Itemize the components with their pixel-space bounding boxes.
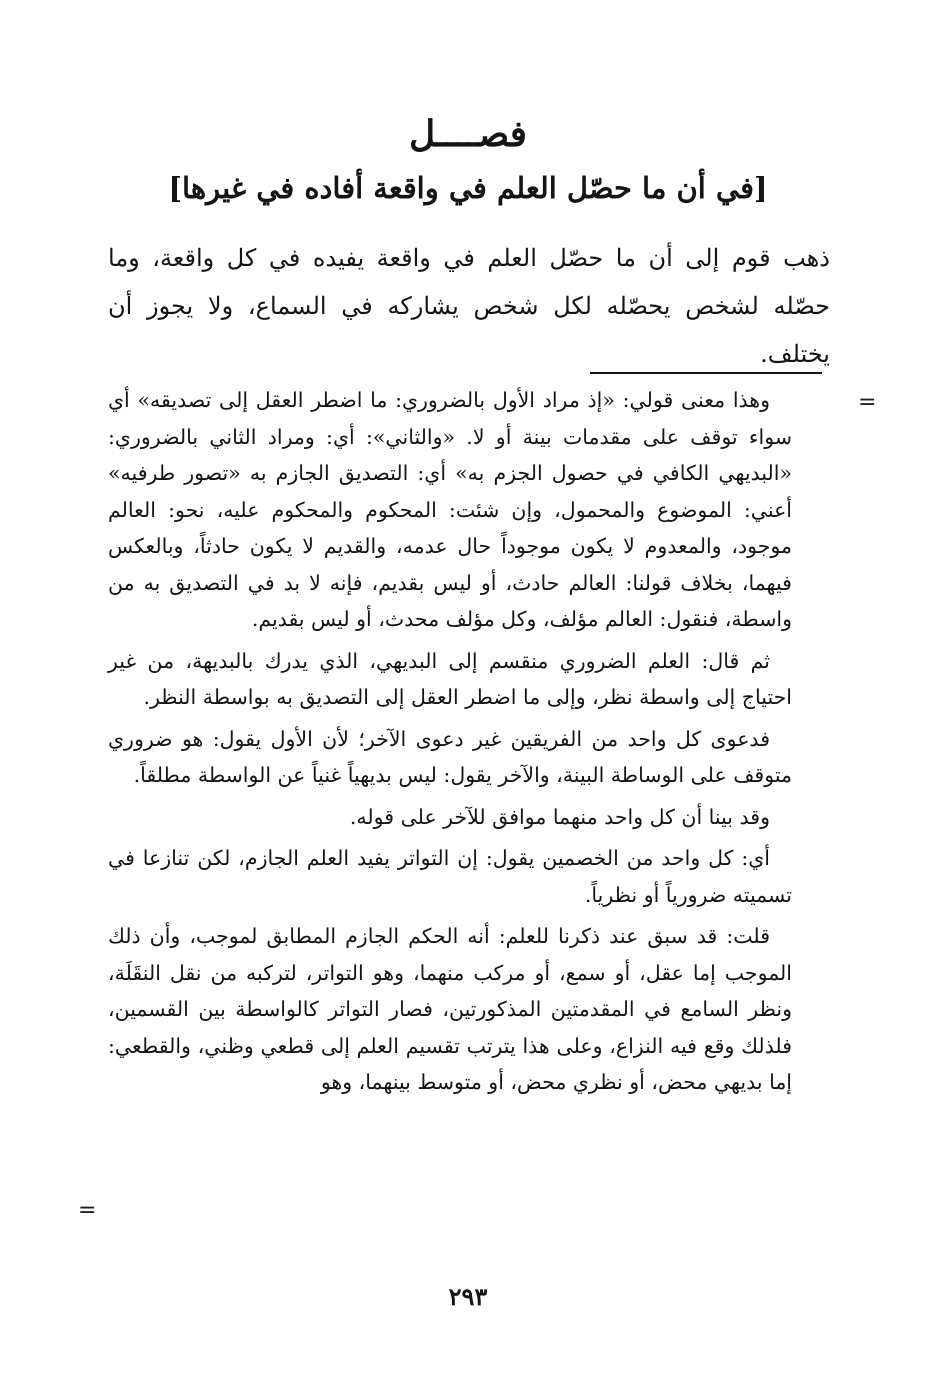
main-text: ذهب قوم إلى أن ما حصّل العلم في واقعة يفيده في كل واقعة، وما حصّله لشخص يحصّله لكل شخص يشاركه في السماع، ولا يجوز أن يختلف.: [108, 244, 830, 368]
commentary-paragraph: فدعوى كل واحد من الفريقين غير دعوى الآخر؛ لأن الأول يقول: هو ضروري متوقف على الوساطة البينة، والآخر يقول: ليس بديهياً غنياً عن الواسطة مطلقاً.: [108, 726, 792, 787]
commentary-paragraph: أي: كل واحد من الخصمين يقول: إن التواتر يفيد العلم الجازم، لكن تنازعا في تسميته ضرورياً أو نظرياً.: [108, 846, 792, 907]
page-number: ٢٩٣: [448, 1282, 488, 1311]
chapter-subtitle: [في أن ما حصّل العلم في واقعة أفاده في غيرها]: [168, 171, 768, 205]
commentary: [108, 382, 792, 1106]
commentary-paragraph: قلت: قد سبق عند ذكرنا للعلم: أنه الحكم الجازم المطابق لموجب، وأن ذلك الموجب إما عقل، أو سمع، أو مركب منهما، وهو التواتر، لتركبه من نقل النقَلَة، ونظر السامع في المقدمتين المذكورتين، فصار التواتر كالواسطة بين القسمين، فلذلك وقع فيه النزاع، وعلى هذا يترتب تقسيم العلم إلى قطعي وظني، والقطعي: إما بديهي محض، أو نظري محض، أو متوسط بينهما، وهو: [108, 924, 792, 1094]
commentary-paragraph: ثم قال: العلم الضروري منقسم إلى البديهي، الذي يدرك بالبديهة، من غير احتياج إلى واسطة نظر، وإلى ما اضطر العقل إلى التصديق به بواسطة النظر.: [108, 648, 792, 709]
continuation-mark-top: =: [858, 390, 877, 415]
chapter-title: فصــــل: [409, 113, 527, 155]
commentary-paragraph: وقد بينا أن كل واحد منهما موافق للآخر على قوله.: [349, 804, 770, 829]
commentary-paragraph: وهذا معنى قولي: «إذ مراد الأول بالضروري: ما اضطر العقل إلى تصديقه» أي سواء توقف على مقدمات بينة أو لا. «والثاني»: أي: ومراد الثاني بالضروري: «البديهي الكافي في حصول الجزم به» أي: التصديق الجازم به «تصور طرفيه» أعني: الموضوع والمحمول، وإن شئت: المحكوم والمحكوم عليه، نحو: العالم موجود، والمعدوم لا يكون موجوداً حال عدمه، والقديم لا يكون حادثاً، وبالعكس فيهما، بخلاف قولنا: العالم حادث، أو ليس بقديم، فإنه لا بد في التصديق به من واسطة، فنقول: العالم مؤلف، وكل مؤلف محدث، أو ليس بقديم.: [108, 388, 792, 631]
footnote-divider: [590, 372, 822, 374]
continuation-mark-bottom: =: [78, 1198, 97, 1223]
